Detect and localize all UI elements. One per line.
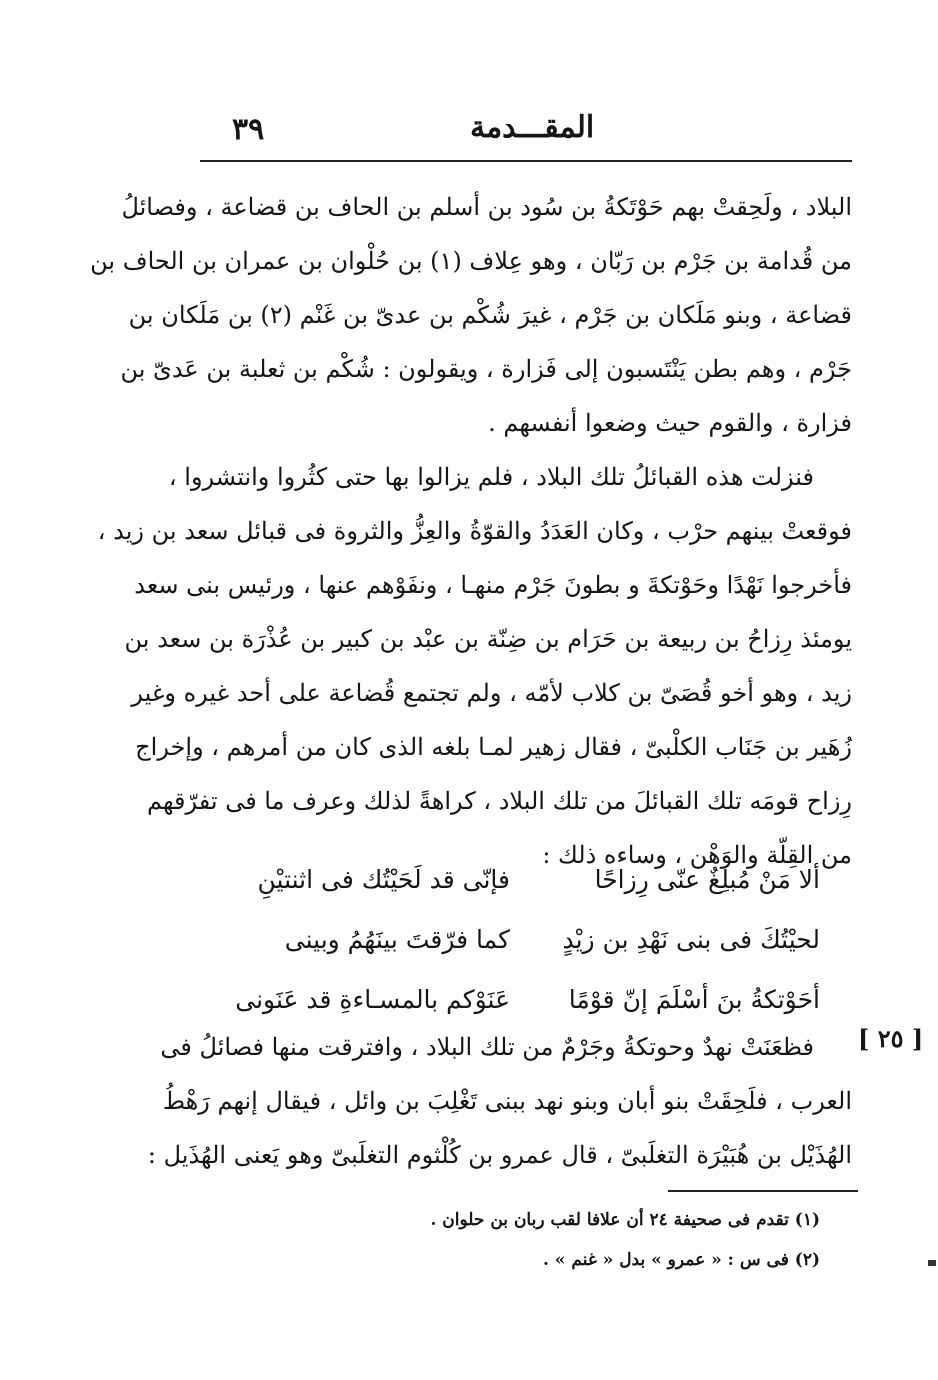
text-line: فنزلت هذه القبائلُ تلك البلاد ، فلم يزالوا بها حتى كثُروا وانتشروا ، [168, 463, 814, 491]
text-line: من قُدامة بن جَرْم بن رَبّان ، وهو عِلاف (١) بن حُلْوان بن عمران بن الحاف بن [90, 247, 852, 275]
footnotes [300, 1200, 820, 1280]
text-line: جَرْم ، وهم بطن يَنْتَسبون إلى فَزارة ، ويقولون : شُكْم بن ثعلبة بن عَدىّ بن [120, 355, 852, 383]
footnote: (٢) فى س : « عمرو » بدل « غنم » . [543, 1250, 820, 1270]
page-header [200, 110, 850, 160]
scan-edge-mark [928, 1260, 936, 1266]
verse-second-hemistich: كما فرّقتَ بينَهُمُ وبينى [284, 925, 510, 954]
text-line: من القِلّة والوَهْن ، وساءه ذلك : [542, 841, 852, 869]
text-line: الهُذَيْل بن هُبَيْرَة التغلَبىّ ، قال عمرو بن كُلْثوم التغلَبىّ وهو يَعنى الهُذَيل : [147, 1141, 852, 1169]
running-title: المقـــدمة [470, 110, 595, 145]
verse-first-hemistich: أحَوْتكةُ بنَ أسْلَمَ إنّ قوْمًا [568, 985, 820, 1014]
verse-first-hemistich: لحيْتُكَ فى بنى نَهْدِ بن زيْدٍ [562, 925, 820, 954]
verse-second-hemistich: فإنّى قد لَحَيْتُك فى اثنتيْنِ [257, 865, 510, 894]
text-line: فوقعتْ بينهم حرْب ، وكان العَدَدُ والقوّةُ والعِزُّ والثروة فى قبائل سعد بن زيد ، [97, 517, 852, 545]
text-line: قضاعة ، وبنو مَلَكان بن جَرْم ، غيرَ شُكْم بن عدىّ بن غَنْم (٢) بن مَلَكان بن [128, 301, 852, 329]
page-number: ٣٩ [232, 112, 265, 147]
text-line: رِزاح قومَه تلك القبائلَ من تلك البلاد ، كراهةً لذلك وعرف ما فى تفرّقهم [147, 787, 852, 815]
header-rule [200, 160, 852, 162]
poem-verse [240, 850, 820, 910]
text-line: فزارة ، والقوم حيث وضعوا أنفسهم . [488, 409, 852, 437]
text-line: فظعَنَتْ نهدٌ وحوتكةُ وجَرْمٌ من تلك البلاد ، وافترقت منها فصائلُ فى [160, 1033, 814, 1061]
footnote: (١) تقدم فى صحيفة ٢٤ أن علافا لقب ربان بن حلوان . [430, 1210, 820, 1230]
margin-page-reference: [ ٢٥ ] [858, 1024, 924, 1053]
verse-first-hemistich: ألا مَنْ مُبلِغٌ عنّى رِزاحًا [594, 865, 820, 894]
text-line: العرب ، فلَحِقَتْ بنو أبان وبنو نهد ببنى تَغْلِبَ بن وائل ، فيقال إنهم رَهْطُ [162, 1087, 852, 1115]
main-text-continued [147, 1020, 852, 1182]
poem [235, 850, 820, 1030]
text-line: يومئذ رِزاحُ بن ربيعة بن حَرَام بن ضِنّة بن عبْد بن كبير بن عُذْرَة بن سعد بن [124, 625, 852, 653]
text-line: زيد ، وهو أخو قُصَىّ بن كلاب لأمّه ، ولم تجتمع قُضاعة على أحد غيره وغير [131, 679, 852, 707]
text-line: فأخرجوا نَهْدًا وحَوْتكةَ و بطونَ جَرْم منهـا ، ونفَوْهم عنها ، ورئيس بنى سعد [134, 571, 852, 599]
text-line: البلاد ، ولَحِقتْ بهم حَوْتَكةُ بن سُود بن أسلم بن الحاف بن قضاعة ، وفصائلُ [121, 193, 852, 221]
poem-verse [240, 910, 820, 970]
footnote-rule [668, 1190, 858, 1192]
main-text [90, 180, 852, 882]
text-line: زُهَير بن جَنَاب الكلْبىّ ، فقال زهير لمـا بلغه الذى كان من أمرهم ، وإخراج [135, 733, 852, 761]
verse-second-hemistich: عَنَوْكم بالمسـاءةِ قد عَنَونى [235, 985, 510, 1014]
